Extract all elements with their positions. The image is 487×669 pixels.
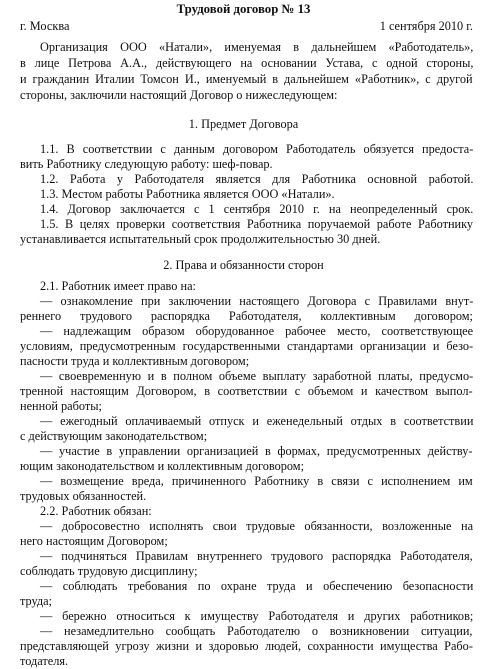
document-city: г. Москва [20,19,70,33]
section-heading: 1. Предмет Договора [188,117,299,131]
paragraph-line: него настоящим Договором; [20,534,168,548]
paragraph-line: 1.5. В целях проверки соответствия Работника поручаемой работе Работнику [40,217,474,231]
paragraph-line: — добросовестно исполнять свои трудовые обязанности, возложенные на [40,519,474,533]
paragraph-line: — незамедлительно сообщать Работодателю о возникновении ситуации, [40,624,473,638]
paragraph-line: устанавливается испытательный срок продолжительностью 30 дней. [20,232,381,246]
paragraph-line: Организация ООО «Натали», именуемая в дальнейшем «Работодатель», [40,40,474,54]
paragraph-line: — своевременную и в полном объеме выплату заработной платы, предусмо- [40,369,474,383]
paragraph-line: 2.1. Работник имеет право на: [40,279,196,293]
paragraph-line: условиям, предусмотренным государственными стандартами организации и безо- [20,339,474,353]
paragraph-line: 2.2. Работник обязан: [40,504,152,518]
paragraph-line: реннего трудового распорядка Работодателя, коллективным договором; [20,309,473,323]
paragraph-line: 1.3. Местом работы Работника является ООО «Натали». [40,187,335,201]
paragraph-line: пасности труда и коллективным договором; [20,354,250,368]
paragraph-line: — участие в управлении организацией в формах, предусмотренных действу- [40,444,473,458]
paragraph-line: стороны, заключили настоящий Договор о нижеследующем: [20,88,338,102]
document-date: 1 сентября 2010 г. [379,19,473,33]
paragraph-line: в лице Петрова А.А., действующего на основании Устава, с одной стороны, [20,56,474,70]
paragraph-line: соблюдать трудовую дисциплину; [20,564,198,578]
paragraph-line: — возмещение вреда, причиненного Работнику в связи с исполнением им [40,474,473,488]
paragraph-line: ненной работы; [20,399,102,413]
section-heading: 2. Права и обязанности сторон [163,258,324,272]
paragraph-line: 1.1. В соответствии с данным договором Работодатель обязуется предоста- [40,142,474,156]
paragraph-line: тренной настоящим Договором, в соответствии с объемом и качеством выпол- [20,384,473,398]
paragraph-line: — подчиняться Правилам внутреннего трудового распорядка Работодателя, [40,549,473,563]
paragraph-line: с действующим законодательством; [20,429,208,443]
paragraph-line: представляющей угрозу жизни и здоровью людей, сохранности имущества Рабо- [20,639,473,653]
paragraph-line: — бережно относиться к имуществу Работодателя и других работников; [40,609,474,623]
document-title: Трудовой договор № 13 [176,2,311,16]
paragraph-line: — ознакомление при заключении настоящего Договора с Правилами внут- [40,294,474,308]
paragraph-line: — надлежащим образом оборудованное рабочее место, соответствующее [40,324,474,338]
paragraph-line: — ежегодный оплачиваемый отпуск и еженедельный отдых в соответствии [40,414,474,428]
paragraph-line: ющим законодательством и коллективным договором; [20,459,304,473]
paragraph-line: трудовых обязанностей. [20,489,147,503]
paragraph-line: 1.4. Договор заключается с 1 сентября 2010 г. на неопределенный срок. [40,202,474,216]
paragraph-line: вить Работнику следующую работу: шеф-повар. [20,157,273,171]
paragraph-line: 1.2. Работа у Работодателя является для Работника основной работой. [40,172,474,186]
paragraph-line: и гражданин Италии Томсон И., именуемый в дальнейшем «Работник», с другой [20,72,473,86]
paragraph-line: труда; [20,594,53,608]
paragraph-line: — соблюдать требования по охране труда и обеспечению безопасности [40,579,474,593]
paragraph-line: тодателя. [20,654,69,668]
